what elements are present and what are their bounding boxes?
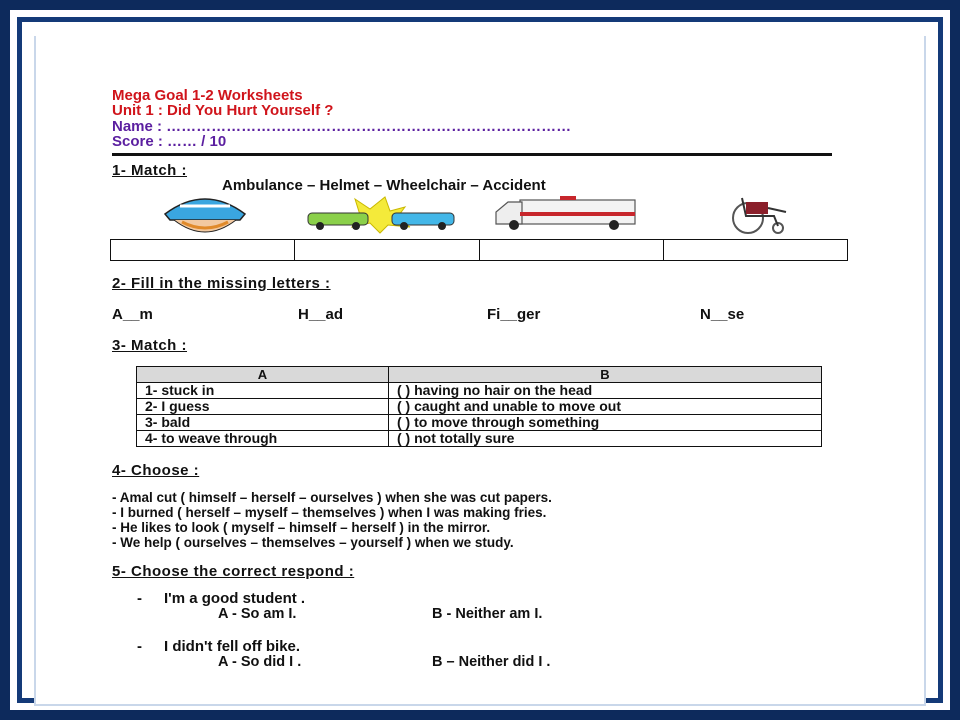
option-b: B – Neither did I .	[432, 654, 551, 670]
ambulance-icon	[490, 194, 645, 234]
choose-item: - We help ( ourselves – themselves – yourself ) when we study.	[112, 535, 514, 550]
score-line: Score : …… / 10	[112, 133, 227, 150]
choose-item: - Amal cut ( himself – herself – ourselves ) when she was cut papers.	[112, 490, 552, 505]
section5-title: 5- Choose the correct respond :	[112, 563, 355, 580]
answer-box[interactable]	[295, 240, 479, 260]
section1-answer-boxes	[110, 239, 848, 261]
missing-letter-item: N__se	[700, 306, 745, 323]
answer-box[interactable]	[480, 240, 664, 260]
missing-letter-item: H__ad	[298, 306, 344, 323]
answer-box[interactable]	[111, 240, 295, 260]
cell-a: 1- stuck in	[137, 383, 389, 399]
cell-a: 2- I guess	[137, 399, 389, 415]
missing-letter-item: A__m	[112, 306, 153, 323]
column-a-header: A	[137, 367, 389, 383]
question-prompt: I'm a good student .	[164, 590, 306, 607]
missing-letter-item: Fi__ger	[487, 306, 541, 323]
table-header-row	[137, 367, 822, 383]
cell-b: ( ) not totally sure	[389, 431, 822, 447]
question-dash: -	[137, 638, 142, 655]
option-b: B - Neither am I.	[432, 606, 543, 622]
question-prompt: I didn't fell off bike.	[164, 638, 301, 655]
table-row	[137, 399, 822, 415]
section2-title: 2- Fill in the missing letters :	[112, 275, 331, 292]
answer-box[interactable]	[664, 240, 847, 260]
cell-a: 3- bald	[137, 415, 389, 431]
table-row	[137, 383, 822, 399]
section1-word-bank: Ambulance – Helmet – Wheelchair – Accident	[222, 177, 546, 194]
column-b-header: B	[389, 367, 822, 383]
worksheet-title: Mega Goal 1-2 Worksheets	[112, 87, 303, 104]
wheelchair-icon	[712, 192, 802, 236]
header-divider	[112, 153, 832, 156]
matching-table	[136, 366, 822, 447]
question-dash: -	[137, 590, 142, 607]
name-line: Name : ………………………………………………………………………	[112, 118, 572, 135]
helmet-icon	[160, 192, 250, 238]
section1-title: 1- Match :	[112, 162, 188, 179]
choose-item: - He likes to look ( myself – himself – herself ) in the mirror.	[112, 520, 491, 535]
option-a: A - So am I.	[218, 606, 297, 622]
cell-b: ( ) caught and unable to move out	[389, 399, 822, 415]
option-a: A - So did I .	[218, 654, 302, 670]
choose-item: - I burned ( herself – myself – themselves ) when I was making fries.	[112, 505, 547, 520]
car-accident-icon	[300, 195, 460, 235]
section3-title: 3- Match :	[112, 337, 188, 354]
unit-title: Unit 1 : Did You Hurt Yourself ?	[112, 102, 334, 119]
section4-title: 4- Choose :	[112, 462, 200, 479]
cell-b: ( ) having no hair on the head	[389, 383, 822, 399]
cell-a: 4- to weave through	[137, 431, 389, 447]
table-row	[137, 431, 822, 447]
cell-b: ( ) to move through something	[389, 415, 822, 431]
table-row	[137, 415, 822, 431]
